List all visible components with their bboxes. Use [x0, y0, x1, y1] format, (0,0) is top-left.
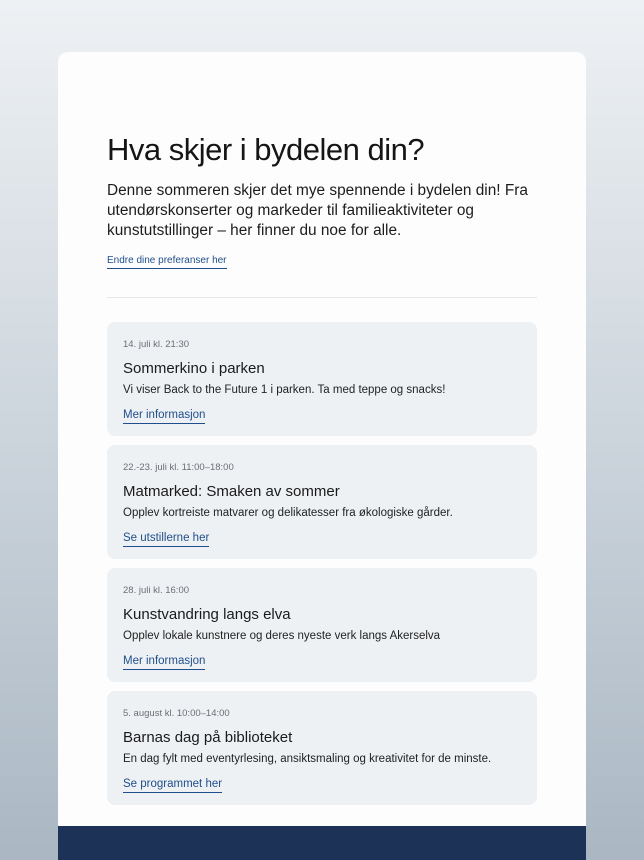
event-title: Sommerkino i parken	[123, 360, 265, 377]
event-description: Vi viser Back to the Future 1 i parken. Ta med teppe og snacks!	[123, 384, 446, 396]
event-date: 14. juli kl. 21:30	[123, 339, 190, 350]
event-list	[107, 322, 537, 805]
footer-band	[58, 826, 586, 860]
event-title: Matmarked: Smaken av sommer	[123, 483, 340, 500]
event-card	[107, 691, 537, 805]
event-card	[107, 445, 537, 559]
event-link[interactable]: Se programmet her	[123, 777, 222, 793]
event-title: Barnas dag på biblioteket	[123, 729, 293, 746]
event-title: Kunstvandring langs elva	[123, 606, 291, 623]
newsletter-card	[58, 52, 586, 860]
event-link[interactable]: Mer informasjon	[123, 408, 205, 424]
event-date: 22.-23. juli kl. 11:00–18:00	[123, 462, 234, 473]
event-description: Opplev kortreiste matvarer og delikatesser fra økologiske gårder.	[123, 507, 453, 519]
intro-text: Denne sommeren skjer det mye spennende i bydelen din! Fra utendørskonserter og markeder til familieaktiviteter og kunstutstillinger – her finner du noe for alle.	[107, 182, 528, 239]
newsletter-content	[58, 52, 586, 805]
divider	[107, 297, 537, 298]
preferences-link[interactable]: Endre dine preferanser her	[107, 255, 227, 269]
event-description: En dag fylt med eventyrlesing, ansiktsmaling og kreativitet for de minste.	[123, 753, 492, 765]
event-description: Opplev lokale kunstnere og deres nyeste verk langs Akerselva	[123, 630, 441, 642]
event-link[interactable]: Mer informasjon	[123, 654, 205, 670]
event-card	[107, 568, 537, 682]
event-date: 5. august kl. 10:00–14:00	[123, 708, 230, 719]
page-title: Hva skjer i bydelen din?	[107, 132, 425, 167]
event-date: 28. juli kl. 16:00	[123, 585, 190, 596]
event-link[interactable]: Se utstillerne her	[123, 531, 209, 547]
event-card	[107, 322, 537, 436]
